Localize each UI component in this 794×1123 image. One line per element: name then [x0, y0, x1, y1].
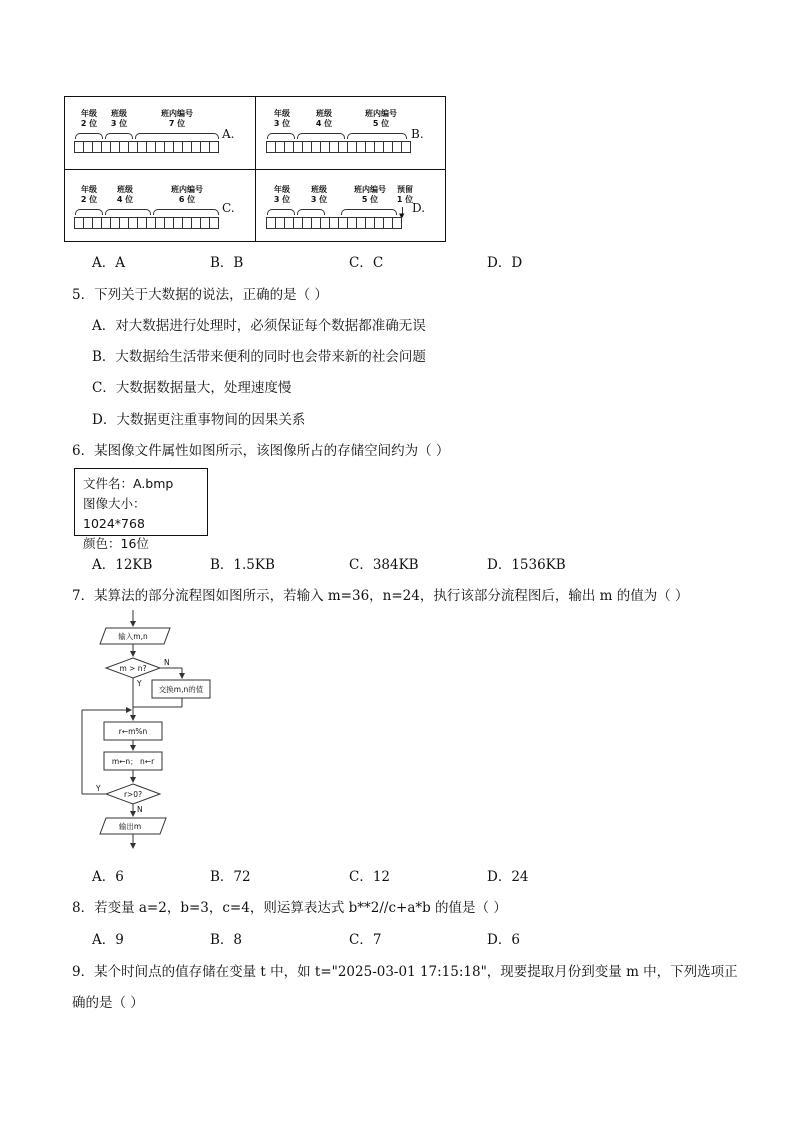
q5-option-d[interactable]: D．大数据更注重事物间的因果关系 — [92, 412, 306, 428]
q8-choice-d[interactable]: D．6 — [487, 932, 520, 948]
panel-a-letter: A. — [222, 127, 235, 141]
q7-choice-d[interactable]: D．24 — [487, 869, 529, 885]
q9-stem-line2: 确的是（ ） — [72, 995, 144, 1011]
q6-choice-c[interactable]: C．384KB — [349, 557, 419, 573]
q8-choice-b[interactable]: B．8 — [210, 932, 243, 948]
q4-choice-d[interactable]: D．D — [487, 255, 523, 271]
q7-stem: 7．某算法的部分流程图如图所示，若输入 m=36，n=24，执行该部分流程图后，输出 m 的值为（ ） — [72, 588, 689, 604]
q6-choice-d[interactable]: D．1536KB — [487, 557, 566, 573]
flow-output: 输出m — [118, 822, 142, 831]
q5-stem: 5．下列关于大数据的说法，正确的是（ ） — [72, 287, 328, 303]
q7-choice-b[interactable]: B．72 — [210, 869, 251, 885]
file-name: 文件名：A.bmp — [83, 476, 174, 491]
q8-choice-a[interactable]: A．9 — [92, 932, 124, 948]
q8-choice-c[interactable]: C．7 — [349, 932, 382, 948]
q6-stem: 6．某图像文件属性如图所示，该图像所占的存储空间约为（ ） — [72, 443, 450, 459]
panel-d-letter: D. — [412, 201, 426, 215]
q5-option-a[interactable]: A．对大数据进行处理时，必须保证每个数据都准确无误 — [92, 318, 426, 334]
flow-y2-label: Y — [96, 784, 101, 793]
file-properties-box — [74, 468, 208, 551]
q7-choice-a[interactable]: A．6 — [92, 869, 124, 885]
panel-b-letter: B. — [411, 127, 424, 141]
flow-step1: r←m%n — [118, 727, 148, 736]
flowchart — [70, 610, 230, 850]
q4-options-figure: 年级 2 位 班级 3 位 班内编号 7 位 A. 年级 3 位 班级 4 位 班内编号 5 位 B. 年级 2 位 班级 4 位 班内编号 6 位 C. 年级 3 位 班级 3 位 班内编号 5 位 预留 1 位 ▼ D. — [64, 96, 446, 242]
color-depth: 颜色：16位 — [83, 536, 149, 551]
q4-choice-c[interactable]: C．C — [349, 255, 384, 271]
flow-input: 输入m,n — [118, 632, 148, 641]
q5-option-b[interactable]: B．大数据给生活带来便利的同时也会带来新的社会问题 — [92, 349, 426, 365]
q5-option-c[interactable]: C．大数据数据量大，处理速度慢 — [92, 380, 292, 396]
flow-cond1: m > n? — [119, 664, 147, 673]
image-size: 图像大小：1024*768 — [83, 496, 146, 531]
q6-choice-a[interactable]: A．12KB — [92, 557, 153, 573]
flow-y-label: Y — [137, 679, 142, 688]
panel-c-letter: C. — [222, 201, 235, 215]
q6-choice-b[interactable]: B．1.5KB — [210, 557, 275, 573]
q4-choice-b[interactable]: B．B — [210, 255, 244, 271]
q9-stem-line1: 9．某个时间点的值存储在变量 t 中，如 t="2025-03-01 17:15:18"，现要提取月份到变量 m 中，下列选项正 — [72, 964, 738, 980]
flow-n2-label: N — [137, 805, 143, 814]
q4-choice-a[interactable]: A．A — [92, 255, 125, 271]
flow-swap: 交换m,n的值 — [158, 685, 204, 694]
q8-stem: 8．若变量 a=2，b=3，c=4，则运算表达式 b**2//c+a*b 的值是（ ） — [72, 900, 507, 916]
q7-choice-c[interactable]: C．12 — [349, 869, 391, 885]
flow-cond2: r>0? — [123, 790, 143, 799]
flow-step2: m←n； n←r — [111, 757, 155, 766]
flow-n-label: N — [164, 658, 170, 667]
